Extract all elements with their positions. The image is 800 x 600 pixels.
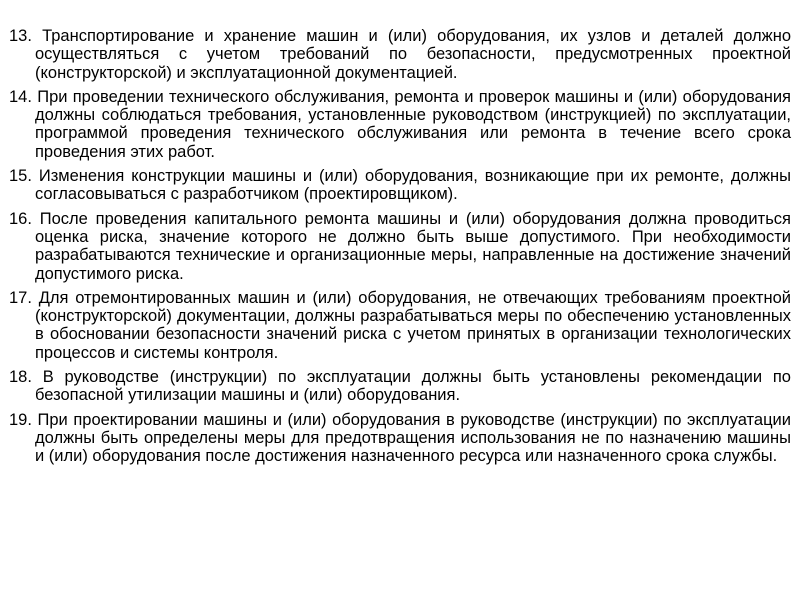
paragraph-item-19: 19. При проектировании машины и (или) оборудования в руководстве (инструкции) по эксплуатации должны быть определены меры для предотвращения использования не по назначению машины и (или) оборудования после достижения назначенного ресурса или назначенного срока службы. xyxy=(9,410,791,466)
paragraph-item-15: 15. Изменения конструкции машины и (или) оборудования, возникающие при их ремонте, должны согласовываться с разработчиком (проектировщиком). xyxy=(9,167,791,204)
paragraph-item-16: 16. После проведения капитального ремонта машины и (или) оборудования должна проводиться оценка риска, значение которого не должно быть выше допустимого. При необходимости разрабатываются технические и организационные меры, направленные на достижение значений допустимого риска. xyxy=(9,209,791,283)
paragraph-item-13: 13. Транспортирование и хранение машин и (или) оборудования, их узлов и деталей должно осуществляться с учетом требований по безопасности, предусмотренных проектной (конструкторской) и эксплуатационной документацией. xyxy=(9,27,791,82)
paragraph-item-17: 17. Для отремонтированных машин и (или) оборудования, не отвечающих требованиям проектной (конструкторской) документации, должны разрабатываться меры по обеспечению установленных в обосновании безопасности значений риска с учетом принятых в организации технологических процессов и системы контроля. xyxy=(9,288,791,362)
paragraph-item-18: 18. В руководстве (инструкции) по эксплуатации должны быть установлены рекомендации по безопасной утилизации машины и (или) оборудования. xyxy=(9,368,791,405)
paragraph-item-14: 14. При проведении технического обслуживания, ремонта и проверок машины и (или) оборудования должны соблюдаться требования, установленные руководством (инструкцией) по эксплуатации, программой проведения технического обслуживания или ремонта в течение всего срока проведения этих работ. xyxy=(9,87,791,161)
